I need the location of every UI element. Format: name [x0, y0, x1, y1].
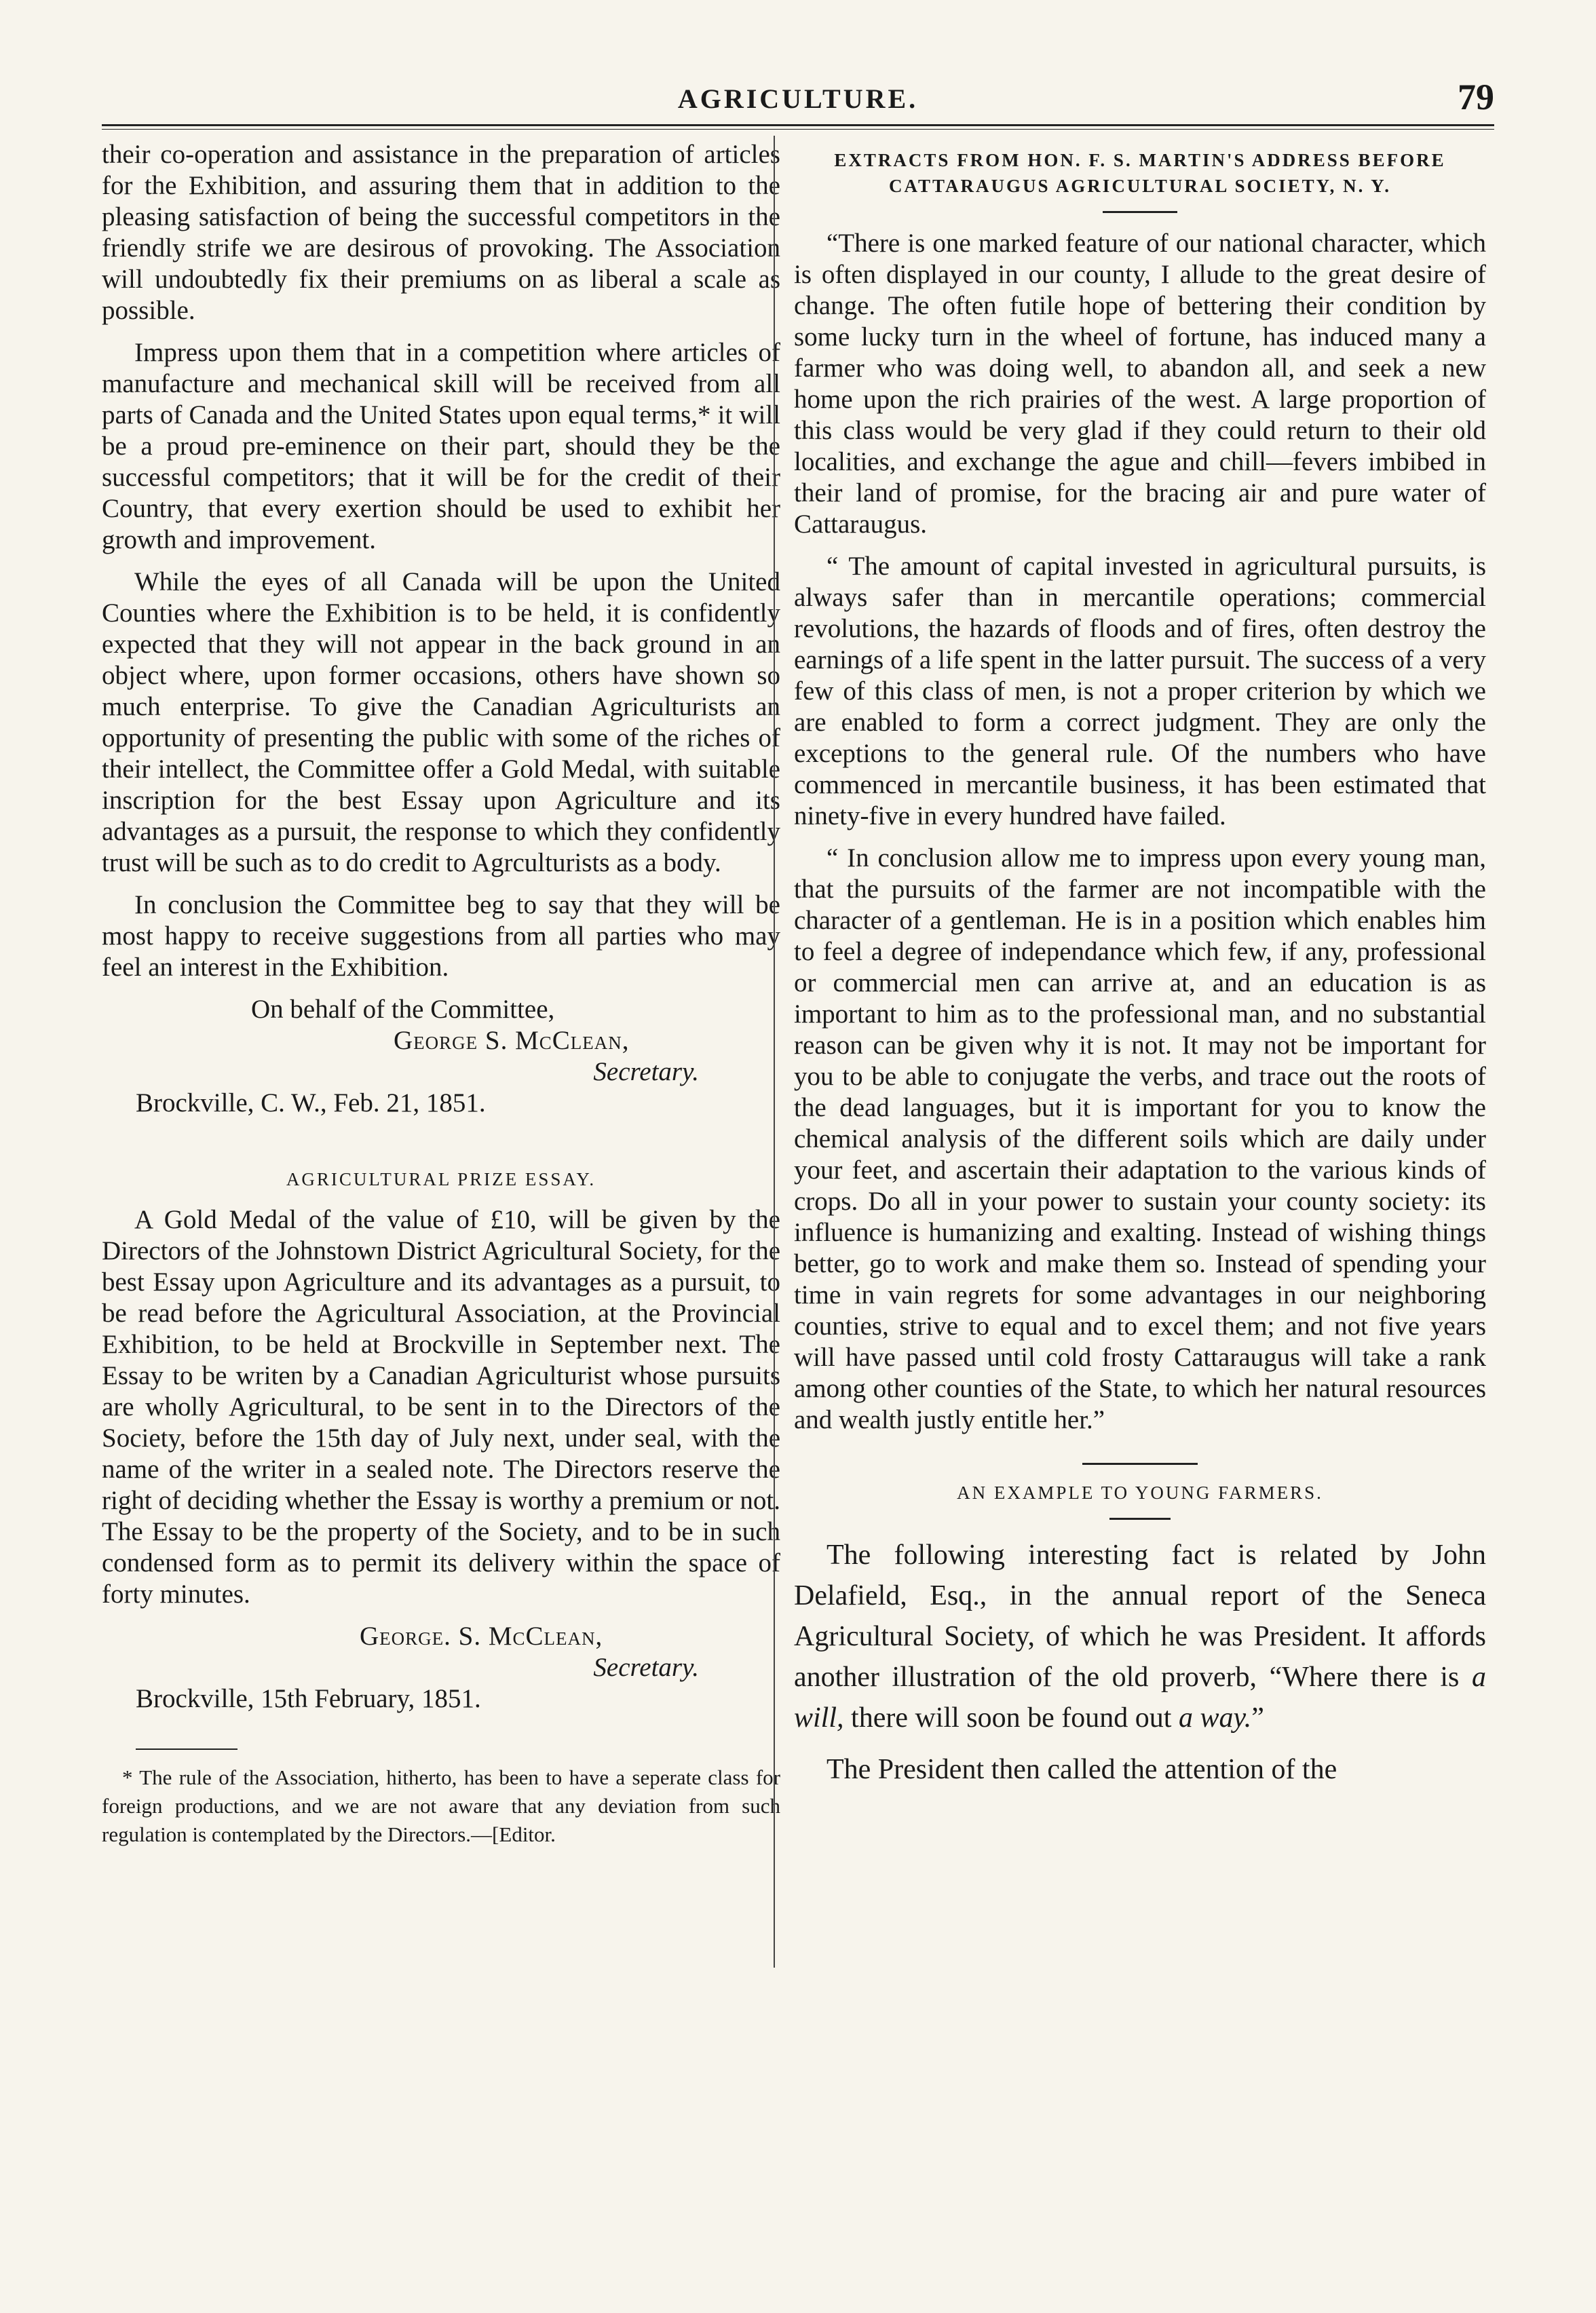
paragraph: their co-operation and assistance in the preparation of articles for the Exhibition, and assuring them that in addition to the pleasing satisfaction of being the successful competitors in the friendly strife we are desirous of provoking. The Association will undoubtedly fix their premiums on as liberal a scale as possible. — [102, 140, 780, 325]
footnote-rule — [136, 1748, 238, 1750]
paragraph: Impress upon them that in a competition where articles of manufacture and mechanical skill will be received from all parts of Canada and the United States upon equal terms,* it will be a proud pre-eminence on their part, should they be the successful competitors; that it will be for the credit of their Country, that every exertion should be used to exhibit her growth and improvement. — [102, 338, 780, 554]
text-run: The following interesting fact is related by John Delafield, Esq., in the annual report of the Seneca Agricultural Society, of which he was President. It affords another illustration of the old proverb, “Where there is — [794, 1540, 1486, 1693]
signature-title: Secretary. — [593, 1653, 699, 1682]
paragraph: In conclusion the Committee beg to say that they will be most happy to receive suggestions from all parties who may feel an interest in the Exhibition. — [102, 890, 780, 982]
paragraph: The President then called the attention of the — [826, 1754, 1337, 1785]
paragraph — [794, 1535, 1486, 1738]
section-rule — [1103, 211, 1177, 213]
signature-name: George. S. McClean, — [360, 1622, 603, 1651]
example-heading: AN EXAMPLE TO YOUNG FARMERS. — [957, 1483, 1323, 1503]
signature-behalf: On behalf of the Committee, — [251, 995, 555, 1024]
paragraph: “There is one marked feature of our national character, which is often displayed in our county, I allude to the great desire of change. The often futile hope of bettering their condition by some lucky turn in the wheel of fortune, has induced many a farmer who was doing well, to abandon all, and seek a new home upon the rich prairies of the west. A large proportion of this class would be very glad if they could return to their old localities, and exchange the ague and chill—fevers imbibed in their land of promise, for the bracing air and pure water of Cattaraugus. — [794, 229, 1486, 539]
footnote: * The rule of the Association, hitherto, has been to have a seperate class for foreign productions, and we are not aware that any deviation from such regulation is contemplated by the Directors.—[Editor. — [102, 1765, 780, 1846]
signature-place-date: Brockville, C. W., Feb. 21, 1851. — [136, 1088, 486, 1117]
text-run: there will soon be found out — [843, 1702, 1179, 1734]
right-column — [794, 139, 1486, 1801]
paragraph: “ The amount of capital invested in agricultural pursuits, is always safer than in mercantile operations; commercial revolutions, the hazards of floods and of fires, often destroy the earnings of a life spent in the latter pursuit. The success of a very few of this class of men, is not a proper criterion by which we are enabled to form a correct judgment. They are only the exceptions to the general rule. Of the numbers who have commenced in mercantile business, it has been estimated that ninety-five in every hundred have failed. — [794, 552, 1486, 830]
signature-name: George S. McClean, — [394, 1026, 630, 1055]
paragraph: While the eyes of all Canada will be upon the United Counties where the Exhibition is to be held, it is confidently expected that they will not appear in the back ground in an object where, upon former occasions, others have shown so much enterprise. To give the Canadian Agriculturists an opportunity of presenting the public with some of the riches of their intellect, the Committee offer a Gold Medal, with suitable inscription for the best Essay upon Agriculture and its advantages as a pursuit, the response to which they confidently trust will be such as to do credit to Agrculturists as a body. — [102, 567, 780, 877]
essay-heading: AGRICULTURAL PRIZE ESSAY. — [286, 1169, 596, 1189]
italic-run: a will, — [794, 1662, 1486, 1734]
page-number: 79 — [1458, 77, 1494, 117]
header-rule — [102, 124, 1494, 130]
text-run: ” — [1251, 1702, 1264, 1734]
extract-heading: EXTRACTS FROM HON. F. S. MARTIN'S ADDRESS BEFORE CATTARAUGUS AGRICULTURAL SOCIETY, N. Y. — [834, 150, 1446, 196]
page-header — [102, 76, 1494, 123]
running-title: AGRICULTURE. — [677, 83, 919, 114]
italic-run: a way. — [1178, 1702, 1252, 1734]
column-divider — [774, 136, 775, 1968]
signature-place-date: Brockville, 15th February, 1851. — [136, 1684, 481, 1713]
paragraph: “ In conclusion allow me to impress upon every young man, that the pursuits of the farmer are not incompatible with the character of a gentleman. He is in a position which enables him to feel a degree of independance which few, if any, professional or commercial men can arrive at, and an education is as important to him as to the professional man, and no substantial reason can be given why it is not. It may not be important for you to be able to conjugate the verbs, and trace out the roots of the dead languages, but it is important for you to know the chemical analysis of the different soils which are daily under your feet, and ascertain their adaptation to the various kinds of crops. Do all in your power to sustain your county society: its influence is humanizing and exalting. Instead of wishing things better, go to work and make them so. Instead of spending your time in vain regrets for some advantages in our neighboring counties, strive to equal and to excel them; and not five years will have passed until cold frosty Cattaraugus will take a rank among other counties of the State, to which her natural resources and wealth justly entitle her.” — [794, 843, 1486, 1434]
section-rule — [1082, 1463, 1198, 1465]
paragraph: A Gold Medal of the value of £10, will be given by the Directors of the Johnstown District Agricultural Society, for the best Essay upon Agriculture and its advantages as a pursuit, to be read before the Agricultural Association, at the Provincial Exhibition, to be held at Brockville in September next. The Essay to be writen by a Canadian Agriculturist whose pursuits are wholly Agricultural, to be sent in to the Directors of the Society, before the 15th day of July next, under seal, with the name of the writer in a sealed note. The Directors reserve the right of deciding whether the Essay is worthy a premium or not. The Essay to be the property of the Society, and to be in such condensed form as to permit its delivery within the space of forty minutes. — [102, 1205, 780, 1609]
section-rule — [1109, 1518, 1171, 1520]
signature-title: Secretary. — [593, 1057, 699, 1086]
left-column — [102, 139, 780, 1860]
